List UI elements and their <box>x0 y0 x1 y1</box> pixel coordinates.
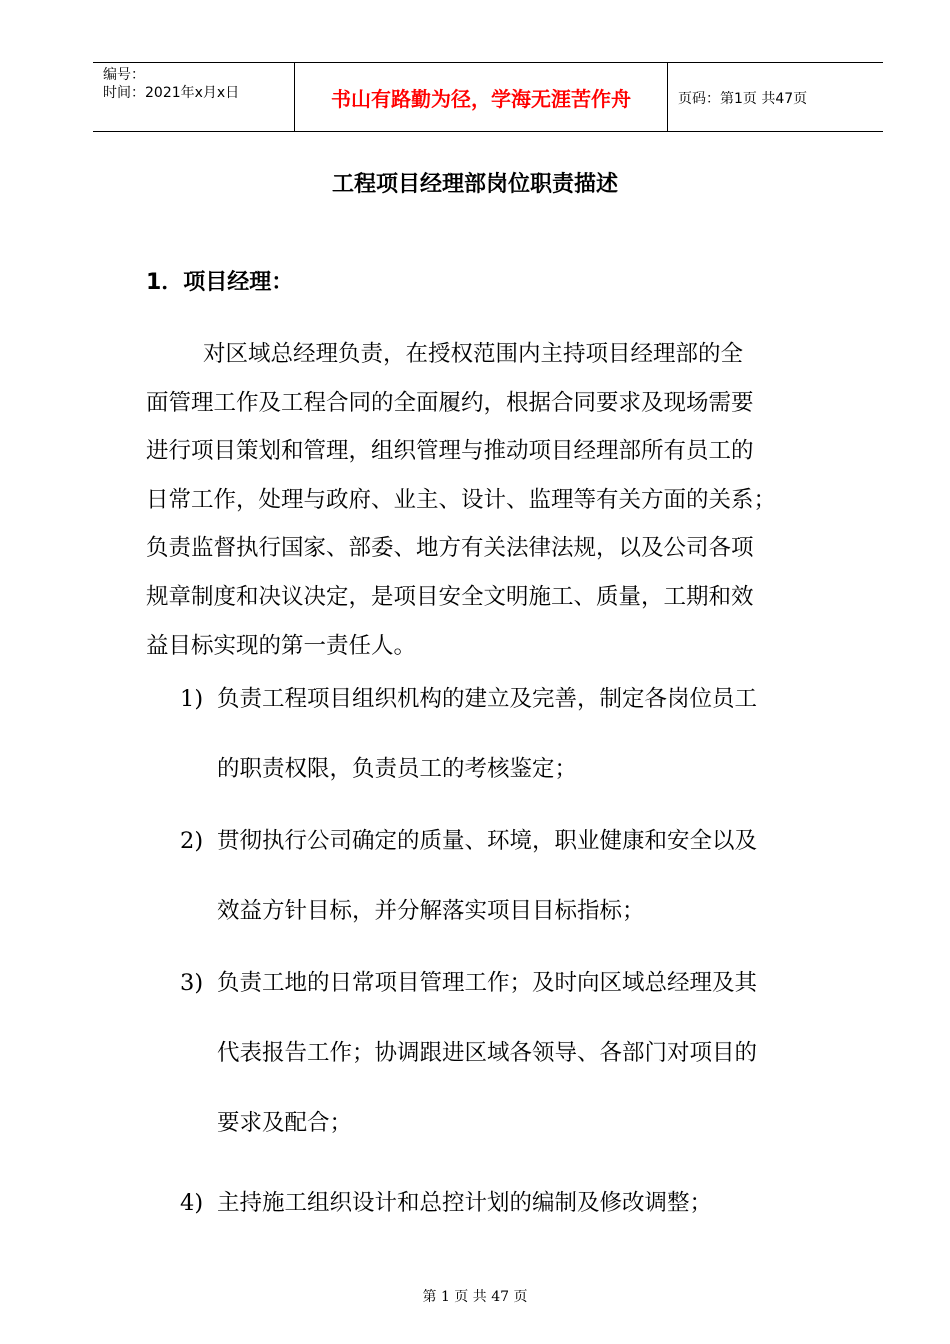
motto-text: 书山有路勤为径，学海无涯苦作舟 <box>331 87 631 111</box>
paragraph-line: 日常工作，处理与政府、业主、设计、监理等有关方面的关系； <box>146 486 777 513</box>
paragraph-line: 面管理工作及工程合同的全面履约，根据合同要求及现场需要 <box>146 389 754 416</box>
list-item-line: 效益方针目标，并分解落实项目目标指标； <box>217 898 645 924</box>
paragraph-line: 益目标实现的第一责任人。 <box>146 632 417 659</box>
list-item-line: 代表报告工作；协调跟进区域各领导、各部门对项目的 <box>217 1040 758 1066</box>
list-item-line: 负责工程项目组织机构的建立及完善，制定各岗位员工 <box>217 686 758 712</box>
paragraph-line: 负责监督执行国家、部委、地方有关法律法规，以及公司各项 <box>146 535 754 562</box>
header-meta-cell <box>93 63 295 131</box>
paragraph-line: 规章制度和决议决定，是项目安全文明施工、质量，工期和效 <box>146 583 754 610</box>
list-item-number: 3) <box>180 970 204 996</box>
list-item-number: 2) <box>180 828 204 854</box>
page-info: 页码：第1页 共47页 <box>678 91 808 107</box>
list-item-line: 主持施工组织设计和总控计划的编制及修改调整； <box>217 1190 713 1216</box>
list-item-line: 的职责权限，负责员工的考核鉴定； <box>217 756 578 782</box>
list-item-text <box>217 664 757 804</box>
time-label: 时间：2021年x月x日 <box>103 85 240 101</box>
page-header <box>93 62 883 132</box>
list-item-number: 4) <box>180 1190 204 1216</box>
number-label: 编号： <box>103 67 145 83</box>
page-footer: 第 1 页 共 47 页 <box>422 1289 528 1305</box>
section-heading: 1．项目经理： <box>146 270 294 295</box>
list-item-number: 1) <box>180 686 204 712</box>
list-item-line: 负责工地的日常项目管理工作；及时向区域总经理及其 <box>217 970 758 996</box>
paragraph-line: 进行项目策划和管理，组织管理与推动项目经理部所有员工的 <box>146 438 754 465</box>
list-item-line: 要求及配合； <box>217 1110 353 1136</box>
list-item-text <box>217 948 757 1158</box>
paragraph-line: 对区域总经理负责，在授权范围内主持项目经理部的全 <box>203 341 744 367</box>
header-page-cell <box>668 63 883 131</box>
document-title: 工程项目经理部岗位职责描述 <box>331 172 618 197</box>
header-motto-cell <box>295 63 668 131</box>
list-item-text <box>217 1168 712 1238</box>
list-item-line: 贯彻执行公司确定的质量、环境，职业健康和安全以及 <box>217 828 758 854</box>
intro-paragraph <box>146 330 836 670</box>
list-item-text <box>217 806 757 946</box>
